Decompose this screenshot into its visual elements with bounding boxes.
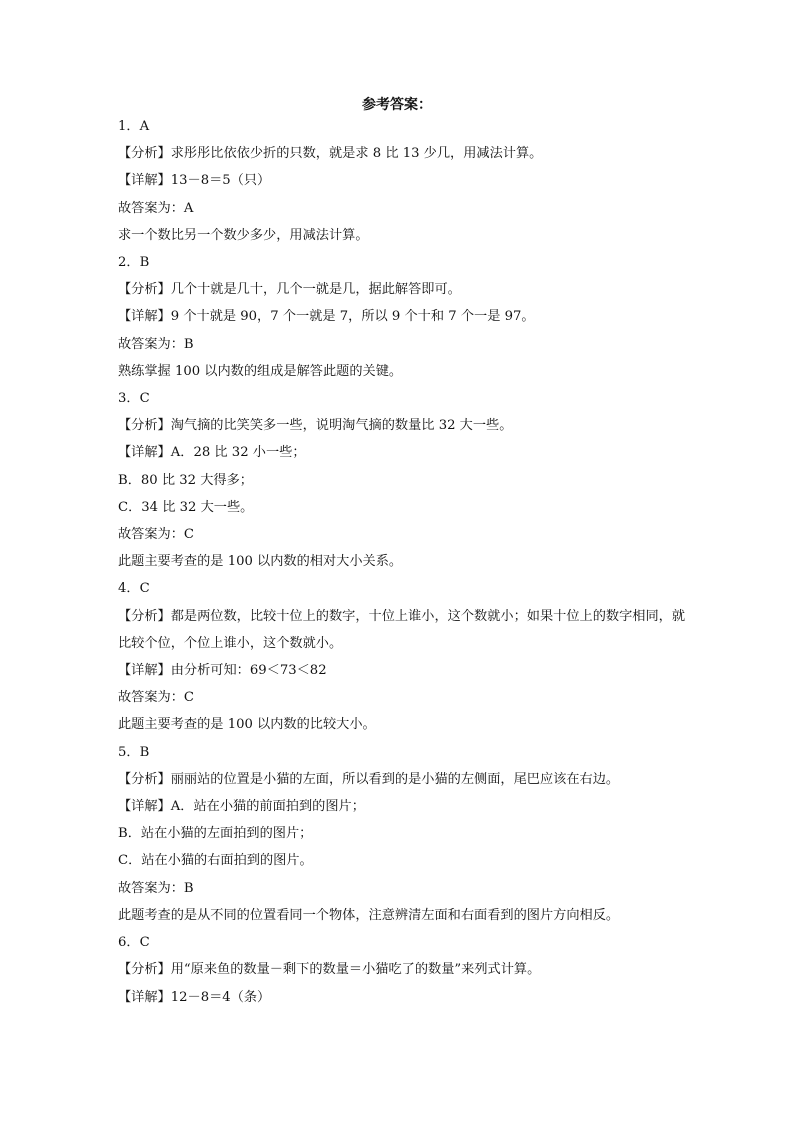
solution-line: 【详解】由分析可知：69＜73＜82 [118,663,327,679]
answer-line: 故答案为：B [118,880,194,896]
solution-line: 【详解】12－8＝4（条） [118,989,271,1005]
comment-line: 此题主要考查的是 100 以内数的相对大小关系。 [118,554,403,570]
answer-number-2: 2．B [118,255,150,271]
analysis-line: 【分析】都是两位数，比较十位上的数字，十位上谁小，这个数就小；如果十位上的数字相同，就比较个位，个位上谁小，这个数就小。 [118,608,686,651]
solution-line: 【详解】A．28 比 32 小一些； [118,445,306,461]
analysis-line: 【分析】求彤彤比依依少折的只数，就是求 8 比 13 少几，用减法计算。 [118,146,543,162]
answer-number-3: 3．C [118,391,150,407]
analysis-line: 【分析】几个十就是几十，几个一就是几，据此解答即可。 [118,282,461,298]
answer-line: 故答案为：C [118,690,195,706]
answer-number-6: 6．C [118,935,150,951]
answer-number-1: 1．A [118,119,150,134]
answer-content [118,113,688,1011]
answer-line: 故答案为：C [118,527,195,543]
solution-line: C．34 比 32 大一些。 [118,499,254,515]
solution-line: B．站在小猫的左面拍到的图片； [118,826,313,842]
analysis-line: 【分析】丽丽站的位置是小猫的左面，所以看到的是小猫的左侧面，尾巴应该在右边。 [118,771,620,787]
solution-line: B．80 比 32 大得多； [118,472,253,488]
comment-line: 此题考查的是从不同的位置看同一个物体，注意辨清左面和右面看到的图片方向相反。 [118,907,620,923]
page-title: 参考答案： [362,97,432,113]
solution-line: 【详解】9 个十就是 90，7 个一就是 7，所以 9 个十和 7 个一是 97。 [118,309,535,325]
solution-line: 【详解】13－8＝5（只） [118,173,271,189]
answer-line: 故答案为：B [118,336,194,352]
comment-line: 此题主要考查的是 100 以内数的比较大小。 [118,717,376,733]
analysis-line: 【分析】用“原来鱼的数量－剩下的数量＝小猫吃了的数量”来列式计算。 [118,962,541,978]
comment-line: 求一个数比另一个数少多少，用减法计算。 [118,227,369,243]
analysis-line: 【分析】淘气摘的比笑笑多一些，说明淘气摘的数量比 32 大一些。 [118,418,513,434]
answer-number-5: 5．B [118,744,150,760]
answer-number-4: 4．C [118,581,150,597]
solution-line: C．站在小猫的右面拍到的图片。 [118,853,313,869]
solution-line: 【详解】A．站在小猫的前面拍到的图片； [118,799,365,815]
answer-line: 故答案为：A [118,200,194,216]
comment-line: 熟练掌握 100 以内数的组成是解答此题的关键。 [118,363,403,379]
